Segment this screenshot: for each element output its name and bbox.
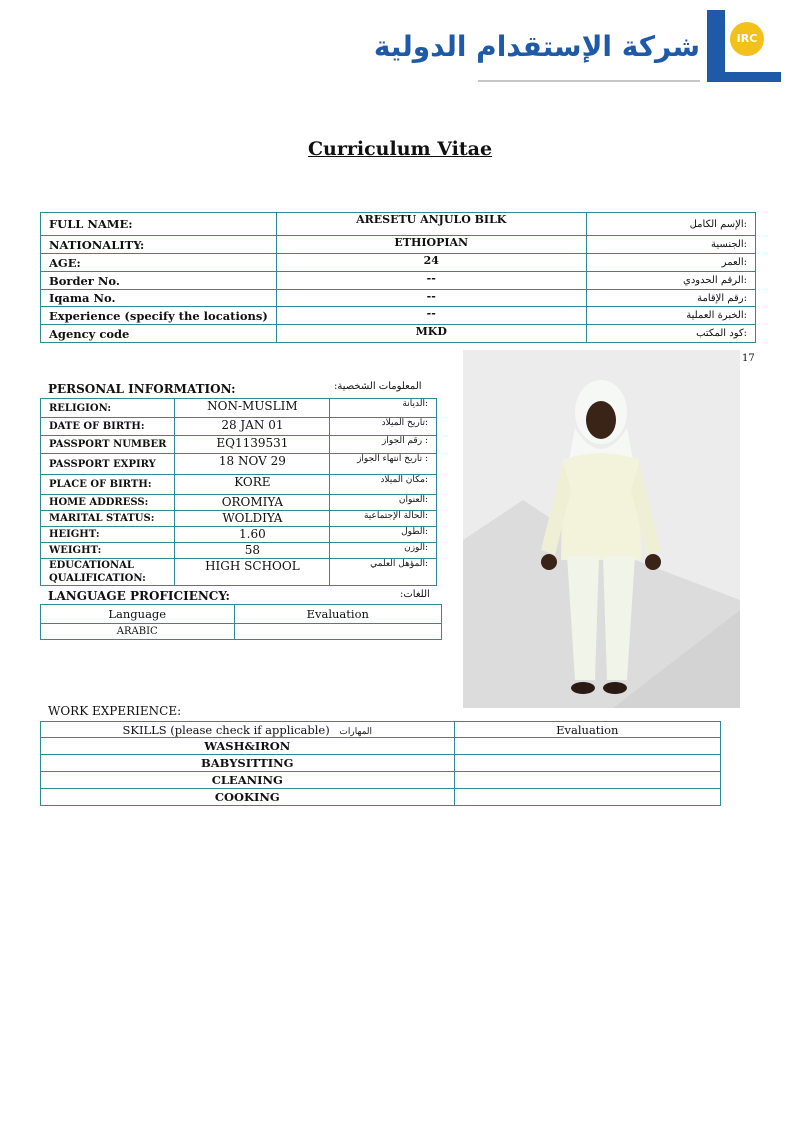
candidate-photo-illustration [463,350,740,708]
personal-info-arabic-label: المؤهل العلمي: [330,559,437,586]
skill-evaluation-cell [454,755,720,772]
personal-info-value: 1.60 [175,527,330,543]
page-title: Curriculum Vitae [307,138,493,160]
work-experience-title: WORK EXPERIENCE: [48,704,182,718]
personal-info-arabic-label: العنوان: [330,495,437,511]
personal-info-value: 58 [175,543,330,559]
info-label: NATIONALITY: [41,236,277,254]
personal-info-arabic-label: رقم الجواز : [330,436,437,454]
personal-info-label: HEIGHT: [41,527,175,543]
info-row [41,236,756,254]
info-value: ETHIOPIAN [276,236,586,254]
skill-row [41,755,721,772]
personal-info-value: WOLDIYA [175,511,330,527]
language-evaluation-cell [234,624,441,640]
personal-info-row [41,418,437,436]
personal-info-value: OROMIYA [175,495,330,511]
candidate-photo [463,350,740,708]
personal-info-row [41,511,437,527]
language-title: LANGUAGE PROFICIENCY: [48,589,230,603]
skills-header-arabic: المهارات [339,726,373,737]
personal-info-arabic-label: الوزن: [330,543,437,559]
photo-number: 17 [742,353,755,364]
language-header: Language [41,605,235,624]
personal-info-value: 18 NOV 29 [175,454,330,475]
personal-info-table [40,398,437,586]
skills-evaluation-header: Evaluation [454,722,720,738]
skill-name: COOKING [41,789,455,806]
info-label: FULL NAME: [41,213,277,236]
logo-underline [478,80,700,82]
info-row [41,213,756,236]
info-label: Border No. [41,272,277,290]
info-table [40,212,756,343]
personal-info-label: RELIGION: [41,399,175,418]
info-value: 24 [276,254,586,272]
personal-info-title: PERSONAL INFORMATION: [48,382,236,396]
personal-info-row [41,399,437,418]
logo-badge-text: IRC [736,32,758,45]
language-table [40,604,442,640]
skill-name: BABYSITTING [41,755,455,772]
personal-info-label: DATE OF BIRTH: [41,418,175,436]
evaluation-header: Evaluation [234,605,441,624]
skill-row [41,789,721,806]
info-value: -- [276,290,586,307]
personal-info-label: PASSPORT NUMBER [41,436,175,454]
skill-name: WASH&IRON [41,738,455,755]
personal-info-row [41,475,437,495]
skill-row [41,772,721,789]
info-row [41,307,756,325]
info-label: Experience (specify the locations) [41,307,277,325]
logo-arabic-text: شركة الإستقدام الدولية [373,30,700,63]
info-value: -- [276,272,586,290]
personal-info-value: KORE [175,475,330,495]
personal-info-label: HOME ADDRESS: [41,495,175,511]
personal-info-row [41,495,437,511]
personal-info-label: EDUCATIONAL QUALIFICATION: [41,559,175,586]
skills-header-text: SKILLS (please check if applicable) [122,722,330,737]
info-arabic-label: الخبرة العملية: [586,307,755,325]
personal-info-arabic-label: تاريخ انتهاء الجواز : [330,454,437,475]
skill-row [41,738,721,755]
info-arabic-label: كود المكتب: [586,325,755,343]
personal-info-arabic-label: الطول: [330,527,437,543]
personal-info-arabic-label: تاريخ الميلاد: [330,418,437,436]
personal-info-row [41,527,437,543]
personal-info-label: PASSPORT EXPIRY [41,454,175,475]
info-label: Iqama No. [41,290,277,307]
skill-name: CLEANING [41,772,455,789]
personal-info-value: EQ1139531 [175,436,330,454]
skills-header [41,722,455,738]
info-row [41,290,756,307]
personal-info-row [41,559,437,586]
personal-info-label: PLACE OF BIRTH: [41,475,175,495]
personal-info-arabic-label: الحالة الإجتماعية: [330,511,437,527]
personal-info-arabic-label: الديانة: [330,399,437,418]
info-arabic-label: الإسم الكامل: [586,213,755,236]
info-value: MKD [276,325,586,343]
logo-base-bar [707,72,781,82]
skill-evaluation-cell [454,789,720,806]
info-value: -- [276,307,586,325]
personal-info-label: MARITAL STATUS: [41,511,175,527]
personal-info-label: WEIGHT: [41,543,175,559]
info-arabic-label: الرقم الحدودي: [586,272,755,290]
skill-evaluation-cell [454,738,720,755]
info-row [41,325,756,343]
personal-info-row [41,543,437,559]
info-row [41,272,756,290]
personal-info-value: NON-MUSLIM [175,399,330,418]
language-title-arabic: اللغات: [400,589,430,600]
personal-info-value: 28 JAN 01 [175,418,330,436]
info-label: Agency code [41,325,277,343]
skills-table [40,721,721,806]
info-value: ARESETU ANJULO BILK [276,213,586,236]
personal-info-arabic-label: مكان الميلاد: [330,475,437,495]
logo-badge [730,22,764,56]
info-arabic-label: العمر: [586,254,755,272]
skill-evaluation-cell [454,772,720,789]
info-label: AGE: [41,254,277,272]
personal-info-title-arabic: المعلومات الشخصية: [334,381,422,392]
info-arabic-label: الجنسية: [586,236,755,254]
personal-info-row [41,436,437,454]
language-cell: ARABIC [41,624,235,640]
personal-info-row [41,454,437,475]
info-row [41,254,756,272]
company-logo [373,8,782,88]
personal-info-value: HIGH SCHOOL [175,559,330,586]
info-arabic-label: رقم الإقامة: [586,290,755,307]
